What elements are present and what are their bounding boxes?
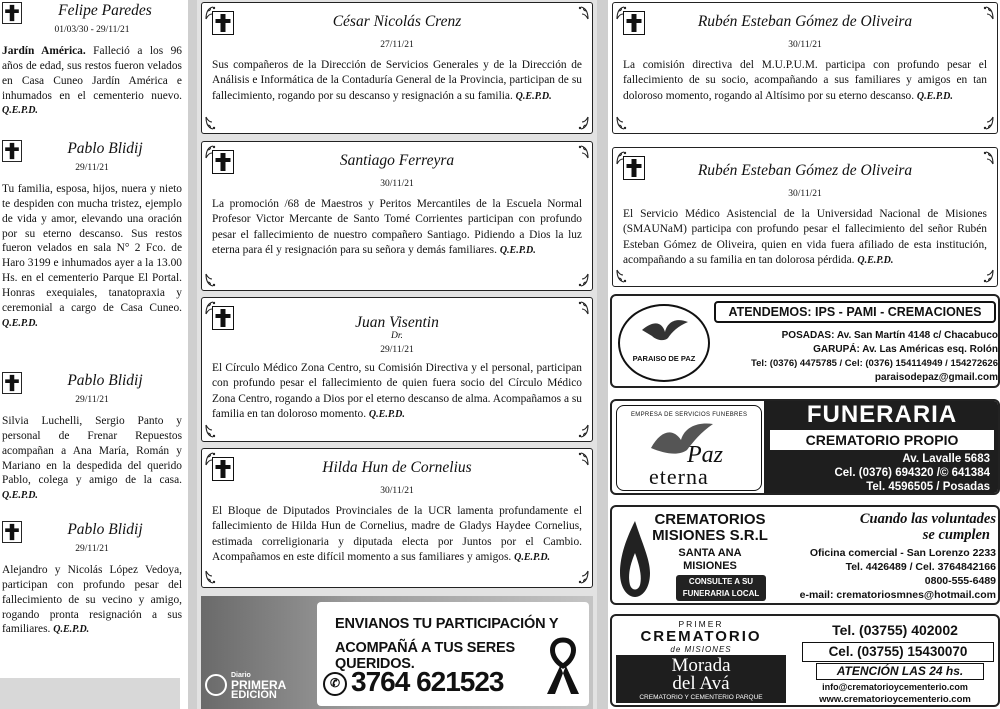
logo-eterna: eterna bbox=[649, 464, 709, 489]
entry-text bbox=[212, 361, 582, 422]
entry-body: La comisión directiva del M.U.P.U.M. participa con profundo pesar el fallecimiento de su socio, acompañando a sus familiares y amigos en tan doloroso momento, rogando al Altísimo por su eterno descanso. bbox=[623, 59, 987, 102]
entry-text bbox=[212, 58, 582, 104]
place-2: MISIONES bbox=[683, 560, 737, 572]
deceased-name: Rubén Esteban Gómez de Oliveira bbox=[697, 13, 913, 30]
entry-body: Sus compañeros de la Dirección de Servicios Generales y de la Dirección de Análisis e Informática de la Contaduría General de la Provincia, participan de su fallecimiento, rogando por su descanso y resignación a su familia. bbox=[212, 59, 582, 102]
entry-text bbox=[2, 414, 182, 504]
promo-line2: ACOMPAÑÁ A TUS SERES QUERIDOS. bbox=[335, 640, 515, 672]
entry-body: El Bloque de Diputados Provinciales de la UCR lamenta profundamente el fallecimiento de Hilda Hun de Cornelius, madre de Gladys Haydee Cornelius, estimada correligionaria y diputada electa por Juntos por el Cambio. Acompañamos en este difícil momento a sus familiares y amigos. bbox=[212, 505, 582, 563]
deceased-name: Pablo Blidij bbox=[67, 372, 143, 389]
email: info@crematorioycementerio.com bbox=[822, 682, 968, 692]
ornament-icon bbox=[616, 116, 630, 130]
ad-morada-del-ava bbox=[610, 614, 1000, 707]
entry-text bbox=[2, 182, 182, 332]
morada-footer: CREMATORIO Y CEMENTERIO PARQUE bbox=[639, 694, 763, 701]
promo-panel bbox=[317, 602, 589, 706]
qepd-label: Q.E.P.D. bbox=[857, 254, 894, 266]
deceased-name: Pablo Blidij bbox=[67, 140, 143, 157]
cross-icon bbox=[623, 156, 645, 180]
left-column bbox=[0, 0, 188, 709]
ornament-icon bbox=[980, 151, 994, 165]
entry-date: 29/11/21 bbox=[75, 394, 109, 405]
crematorio-label: CREMATORIO bbox=[640, 628, 762, 645]
deceased-name: Hilda Hun de Cornelius bbox=[322, 459, 472, 476]
entry-body: Tu familia, esposa, hijos, nuera y nieto te despiden con mucha tristez, ejemplo de vida y amor, elevando una oración por su eterno descanso. Sus restos fueron velados en sala N° 2 Fco. de Haro 3199 e inhumados ayer a la 13.00 Hs. en el cementerio Parque El Portal. Honras exequiales, tanatopraxia y ceremonial a cargo de Casa Cuneo. bbox=[2, 182, 182, 315]
qepd-label: Q.E.P.D. bbox=[515, 90, 552, 102]
cross-icon bbox=[212, 306, 234, 330]
obituary-entry bbox=[2, 4, 182, 119]
address: Av. Lavalle 5683 bbox=[902, 453, 990, 465]
obituary-card bbox=[201, 2, 593, 134]
logo-area bbox=[616, 405, 762, 491]
entry-body: El Servicio Médico Asistencial de la Universidad Nacional de Misiones (SMAUNaM) participa con profundo pesar el fallecimiento del señor Rubén Esteban Gómez de Oliveira, quien en vida fuera afiliado de esta institución, acompañando a su familia en tan dolorosa pérdida. bbox=[623, 208, 987, 266]
telephone: Tel. (03755) 402002 bbox=[832, 622, 958, 638]
whatsapp-icon: ✆ bbox=[323, 672, 347, 696]
cross-icon bbox=[623, 11, 645, 35]
de-misiones-label: de MISIONES bbox=[670, 645, 732, 654]
badge-line1: CONSULTE A SU bbox=[688, 577, 754, 586]
qepd-label: Q.E.P.D. bbox=[2, 490, 38, 502]
obituary-card bbox=[612, 2, 998, 134]
dove-logo bbox=[618, 304, 710, 382]
office-address: Oficina comercial - San Lorenzo 2233 bbox=[809, 547, 996, 559]
ad-funeraria-paz-eterna bbox=[610, 399, 1000, 495]
cellphones: Cel. (0376) 694320 /© 641384 bbox=[834, 467, 990, 479]
ornament-icon bbox=[616, 269, 630, 283]
morada-logo-box bbox=[616, 655, 786, 703]
qepd-label: Q.E.P.D. bbox=[2, 105, 38, 117]
cross-icon bbox=[212, 150, 234, 174]
promo-logo bbox=[205, 672, 313, 702]
ornament-icon bbox=[575, 301, 589, 315]
obituary-card bbox=[201, 141, 593, 291]
column-gutter bbox=[597, 0, 608, 709]
deceased-name: Rubén Esteban Gómez de Oliveira bbox=[697, 162, 913, 179]
deceased-name: Juan Visentin bbox=[355, 314, 439, 331]
promo-phone: 3764 621523 bbox=[351, 666, 504, 697]
promo-banner bbox=[201, 596, 593, 709]
place-1: SANTA ANA bbox=[678, 547, 742, 559]
email: e-mail: crematoriosmnes@hotmail.com bbox=[799, 589, 996, 601]
deceased-name: Pablo Blidij bbox=[67, 521, 143, 538]
slogan-2: se cumplen bbox=[922, 527, 990, 543]
entry-body: La promoción /68 de Maestros y Peritos Mercantiles de la Escuela Normal Profesor Victor Mercante de Santo Tomé Corrientes participan con profundo pesar el fallecimiento de nuestro compañero Santiago. Pidiendo a Dios la luz eterna para él y resignación para su señora y demás familiares. bbox=[212, 198, 582, 256]
phones: Tel. 4426489 / Cel. 3764842166 bbox=[845, 561, 996, 573]
cross-icon bbox=[2, 2, 22, 24]
ornament-icon bbox=[205, 570, 219, 584]
deceased-name: Felipe Paredes bbox=[58, 2, 152, 19]
website: www.crematorioycementerio.com bbox=[819, 694, 971, 705]
mourning-ribbon-icon bbox=[543, 636, 583, 696]
ad-header: ATENDEMOS: IPS - PAMI - CREMACIONES bbox=[714, 301, 996, 323]
badge-line2: FUNERARIA LOCAL bbox=[682, 589, 760, 598]
logo-small: Diario bbox=[231, 672, 251, 679]
entry-date: 30/11/21 bbox=[380, 486, 414, 496]
address-1: POSADAS: Av. San Martín 4148 c/ Chacabuco bbox=[781, 330, 998, 341]
logo-line2: EDICIÓN bbox=[231, 689, 277, 701]
entry-date: 30/11/21 bbox=[788, 40, 822, 50]
qepd-label: Q.E.P.D. bbox=[2, 317, 38, 329]
logo-line1: PRIMERA bbox=[231, 678, 287, 692]
email: paraisodepaz@gmail.com bbox=[874, 372, 998, 383]
ornament-icon bbox=[205, 424, 219, 438]
del-ava-text: del Avá bbox=[672, 673, 730, 694]
attention-box: ATENCIÓN LAS 24 hs. bbox=[816, 663, 984, 680]
gray-box bbox=[0, 678, 180, 709]
entry-date: 29/11/21 bbox=[380, 345, 414, 355]
ornament-icon bbox=[575, 570, 589, 584]
cross-icon bbox=[2, 521, 22, 543]
logo-arc-text: EMPRESA DE SERVICIOS FUNEBRES bbox=[631, 412, 748, 418]
ornament-icon bbox=[205, 116, 219, 130]
obituary-card bbox=[201, 448, 593, 588]
entry-date: 29/11/21 bbox=[75, 543, 109, 554]
consult-badge bbox=[676, 575, 766, 601]
ornament-icon bbox=[980, 269, 994, 283]
right-column bbox=[608, 0, 1000, 709]
ornament-icon bbox=[575, 116, 589, 130]
deceased-name: César Nicolás Crenz bbox=[332, 13, 462, 30]
entry-lead: Jardín América. bbox=[2, 44, 86, 57]
primer-label: PRIMER bbox=[678, 619, 724, 629]
funeraria-title: FUNERARIA bbox=[806, 401, 958, 428]
entry-date: 29/11/21 bbox=[75, 162, 109, 173]
entry-text bbox=[2, 44, 182, 120]
cross-icon bbox=[2, 372, 22, 394]
company-name-2: MISIONES S.R.L bbox=[652, 527, 768, 544]
entry-body: Falleció a los 96 años de edad, sus restos fueron velados en Casa Cuneo Jardín América e inhumados en el cementerio nuevo. bbox=[2, 44, 182, 102]
ornament-icon bbox=[980, 6, 994, 20]
obituary-entry bbox=[2, 142, 182, 332]
qepd-label: Q.E.P.D. bbox=[368, 408, 405, 420]
entry-text bbox=[623, 207, 987, 268]
dove-icon bbox=[640, 316, 690, 346]
telephone: Tel. 4596505 / Posadas bbox=[866, 481, 990, 493]
obituary-card bbox=[612, 147, 998, 287]
morada-text: Morada bbox=[671, 655, 731, 676]
entry-body: Silvia Luchelli, Sergio Panto y personal de Frenar Repuestos acompañan a Ana María, Román y Mariano en la despedida del querido Pablo, colega y amigo de la casa. bbox=[2, 414, 182, 487]
entry-date: 27/11/21 bbox=[380, 40, 414, 50]
ad-paraiso-de-paz bbox=[610, 294, 1000, 388]
qepd-label: Q.E.P.D. bbox=[499, 244, 536, 256]
obituary-entry bbox=[2, 523, 182, 638]
entry-date: 30/11/21 bbox=[380, 179, 414, 189]
cross-icon bbox=[212, 457, 234, 481]
entry-text bbox=[623, 58, 987, 104]
cellphone-box: Cel. (03755) 15430070 bbox=[802, 642, 994, 662]
toll-free: 0800-555-6489 bbox=[924, 575, 996, 587]
obituary-entry bbox=[2, 374, 182, 504]
company-name-1: CREMATORIOS bbox=[654, 511, 766, 528]
logo-paz: Paz bbox=[687, 442, 723, 468]
flame-icon bbox=[618, 519, 652, 599]
ornament-icon bbox=[575, 273, 589, 287]
ornament-icon bbox=[575, 424, 589, 438]
middle-column bbox=[197, 0, 597, 709]
cross-icon bbox=[212, 11, 234, 35]
deceased-title: Dr. bbox=[391, 331, 403, 341]
entry-date: 30/11/21 bbox=[788, 189, 822, 199]
ornament-icon bbox=[980, 116, 994, 130]
entry-text bbox=[212, 197, 582, 258]
promo-line1: ENVIANOS TU PARTICIPACIÓN Y bbox=[335, 616, 559, 632]
deceased-name: Santiago Ferreyra bbox=[339, 152, 455, 169]
crematorio-propio: CREMATORIO PROPIO bbox=[770, 430, 994, 450]
qepd-label: Q.E.P.D. bbox=[514, 551, 551, 563]
entry-body: El Círculo Médico Zona Centro, su Comisión Directiva y el personal, participan con profundo pesar el fallecimiento de quien fuera socio del Círculo Médico Zona Centro, rogando a Dios por el eterno descanso de alma. Acompañamos a su familia en tan doloroso momento. bbox=[212, 362, 582, 420]
qepd-label: Q.E.P.D. bbox=[53, 624, 90, 636]
entry-text bbox=[2, 563, 182, 639]
cross-icon bbox=[2, 140, 22, 162]
entry-date: 01/03/30 - 29/11/21 bbox=[54, 24, 130, 35]
ornament-icon bbox=[575, 452, 589, 466]
ornament-icon bbox=[575, 6, 589, 20]
obituary-card bbox=[201, 297, 593, 442]
column-gutter bbox=[188, 0, 197, 709]
logo-text: PARAISO DE PAZ bbox=[632, 354, 696, 363]
ornament-icon bbox=[575, 145, 589, 159]
entry-text bbox=[212, 504, 582, 565]
qepd-label: Q.E.P.D. bbox=[916, 90, 953, 102]
address-2: GARUPÁ: Av. Las Américas esq. Rolón bbox=[813, 344, 998, 355]
logo-circle bbox=[205, 674, 227, 696]
ornament-icon bbox=[205, 273, 219, 287]
entry-body: Alejandro y Nicolás López Vedoya, participan con profundo pesar del fallecimiento de su vecino y amigo, rogando pronta resignación a sus familiares. bbox=[2, 563, 182, 636]
phones: Tel: (0376) 4475785 / Cel: (0376) 154114949 / 154272626 bbox=[750, 358, 998, 369]
slogan-1: Cuando las voluntades bbox=[859, 511, 996, 527]
ad-crematorios-misiones bbox=[610, 505, 1000, 605]
